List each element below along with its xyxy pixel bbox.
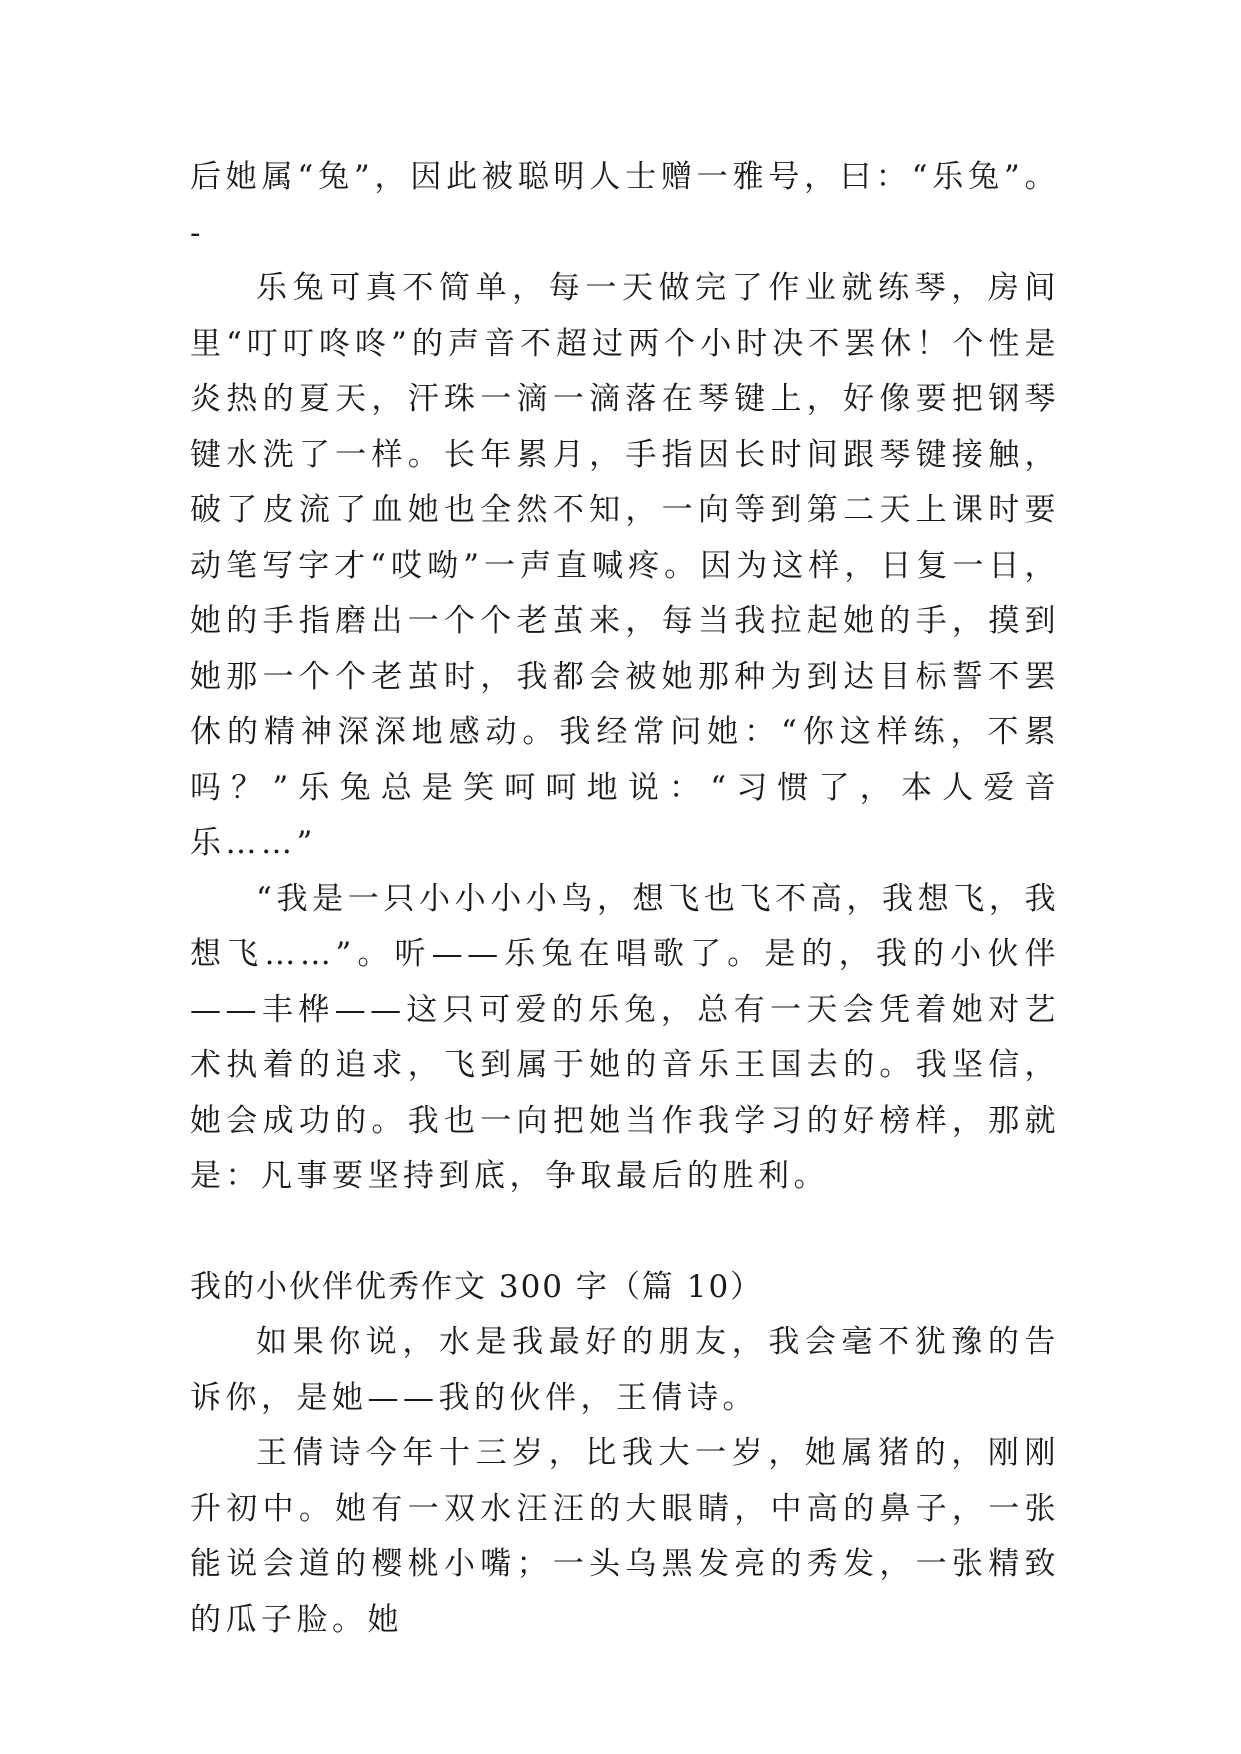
paragraph-5: 王倩诗今年十三岁，比我大一岁，她属猪的，刚刚升初中。她有一双水汪汪的大眼睛，中高的鼻子，一张能说会道的樱桃小嘴；一头乌黑发亮的秀发，一张精致的瓜子脸。她 — [190, 1435, 1060, 1638]
paragraph-1: 后她属“兔”，因此被聪明人士赠一雅号，曰：“乐兔”。- — [190, 159, 1060, 251]
paragraph-2: 乐兔可真不简单，每一天做完了作业就练琴，房间里“叮叮咚咚”的声音不超过两个小时决不罢休！个性是炎热的夏天，汗珠一滴一滴落在琴键上，好像要把钢琴键水洗了一样。长年累月，手指因长时间跟琴键接触，破了皮流了血她也全然不知，一向等到第二天上课时要动笔写字才“哎呦”一声直喊疼。因为这样，日复一日，她的手指磨出一个个老茧来，每当我拉起她的手，摸到她那一个个老茧时，我都会被她那种为到达目标誓不罢休的精神深深地感动。我经常问她：“你这样练，不累吗？”乐兔总是笑呵呵地说：“习惯了，本人爱音乐……” — [190, 270, 1060, 861]
section-gap — [190, 1205, 1060, 1260]
section-title: 我的小伙伴优秀作文 300 字（篇 10） — [190, 1268, 764, 1305]
paragraph-4: 如果你说，水是我最好的朋友，我会毫不犹豫的告诉你，是她——我的伙伴，王倩诗。 — [190, 1324, 1060, 1416]
document-body — [190, 150, 1060, 1648]
paragraph-3: “我是一只小小小小鸟，想飞也飞不高，我想飞，我想飞……”。听——乐兔在唱歌了。是的，我的小伙伴——丰桦——这只可爱的乐兔，总有一天会凭着她对艺术执着的追求，飞到属于她的音乐王国去的。我坚信，她会成功的。我也一向把她当作我学习的好榜样，那就是：凡事要坚持到底，争取最后的胜利。 — [190, 880, 1060, 1194]
